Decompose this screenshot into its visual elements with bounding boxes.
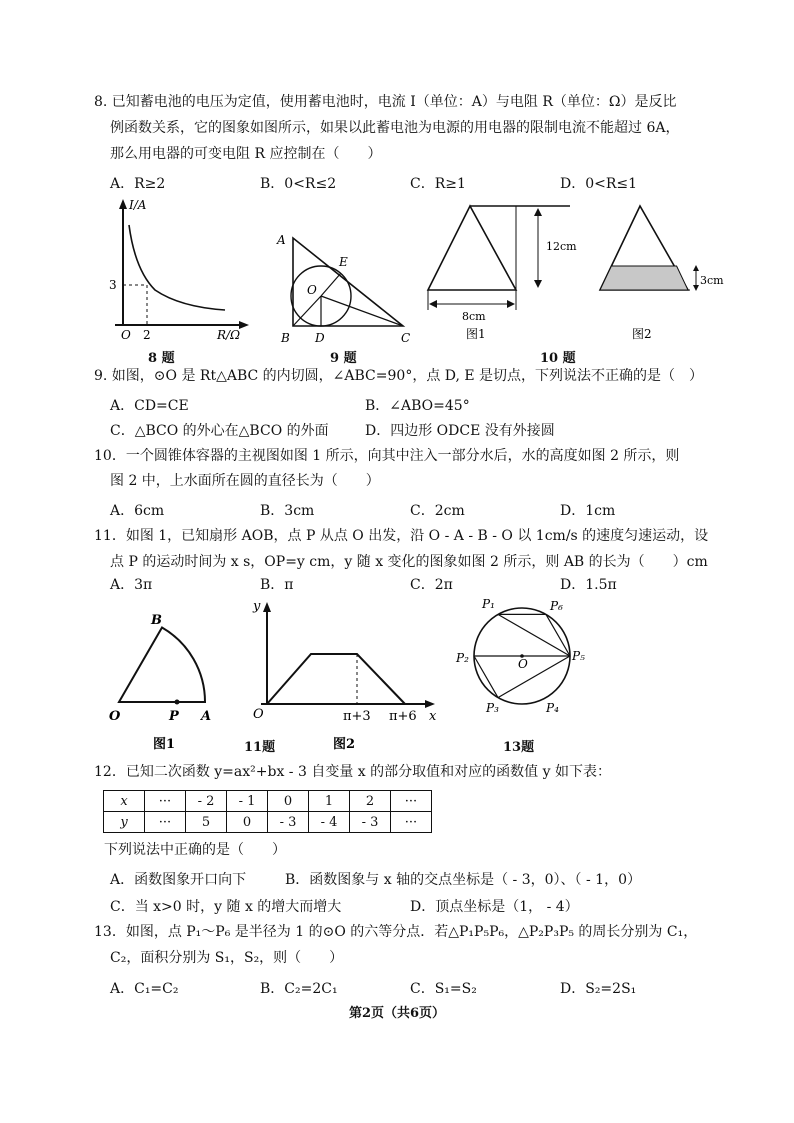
q10-line1: 10．一个圆锥体容器的主视图如图 1 所示，向其中注入一部分水后，水的高度如图 2 所示，则: [94, 448, 680, 464]
q12-option-b: B．函数图象与 x 轴的交点坐标是（ - 3，0）、（ - 1，0）: [285, 872, 641, 888]
fig9-label-d: D: [315, 331, 325, 345]
q10-line2: 图 2 中，上水面所在圆的直径长为（ ）: [110, 473, 380, 489]
table-row: [104, 812, 432, 833]
table-cell: - 3: [350, 812, 391, 833]
fig10-cap1: 图1: [466, 327, 486, 341]
q10-option-c: C．2cm: [410, 503, 465, 519]
q11-line2: 点 P 的运动时间为 x s，OP=y cm，y 随 x 变化的图象如图 2 所示，则 AB 的长为（ ）cm: [110, 554, 708, 570]
table-cell: 2: [350, 791, 391, 812]
q11-option-b: B．π: [260, 577, 294, 593]
fig11-sector: [105, 610, 225, 750]
table-cell: ···: [145, 812, 186, 833]
q10-option-a: A．6cm: [110, 503, 165, 519]
q9-line1: 9. 如图，⊙O 是 Rt△ABC 的内切圆，∠ABC=90°，点 D, E 是切点，下列说法不正确的是（ ）: [94, 368, 704, 384]
table-cell: 0: [227, 812, 268, 833]
fig10-caption: 10 题: [540, 351, 576, 366]
fig13-label-p2: P₂: [456, 651, 469, 665]
fig9-label-e: E: [339, 255, 348, 269]
q8-option-a: A．R≥2: [110, 176, 166, 192]
q11-option-a: A．3π: [110, 577, 153, 593]
q9-option-a: A．CD=CE: [110, 398, 189, 414]
table-cell: - 4: [309, 812, 350, 833]
fig10-water-height: 3cm: [700, 274, 724, 287]
q13-option-d: D．S₂=2S₁: [560, 981, 637, 997]
table-cell: - 3: [268, 812, 309, 833]
table-cell: ···: [391, 812, 432, 833]
fig11-graph: [245, 598, 445, 750]
q13-line1: 13．如图，点 P₁～P₆ 是半径为 1 的⊙O 的六等分点．若△P₁P₅P₆，△P₂P₃P₅ 的周长分别为 C₁，: [94, 924, 698, 940]
fig9-caption: 9 题: [330, 351, 357, 366]
fig10-width: 8cm: [462, 310, 486, 323]
q8-option-b: B．0<R≤2: [260, 176, 337, 192]
fig13-label-p6: P₆: [550, 599, 563, 613]
fig11-label-a: A: [201, 709, 212, 724]
fig9-label-b: B: [281, 331, 290, 345]
fig11-caption: 11题: [244, 740, 276, 755]
q11-option-d: D．1.5π: [560, 577, 617, 593]
q13-option-a: A．C₁=C₂: [110, 981, 179, 997]
q12-line1: 12．已知二次函数 y=ax²+bx - 3 自变量 x 的部分取值和对应的函数值 y 如下表：: [94, 764, 611, 780]
fig9-label-o: O: [307, 283, 317, 297]
fig9-label-a: A: [277, 233, 286, 247]
fig11-cap2: 图2: [333, 737, 356, 752]
q9-option-c: C．△BCO 的外心在△BCO 的外面: [110, 423, 329, 439]
table-cell: ···: [145, 791, 186, 812]
table-cell: ···: [391, 791, 432, 812]
fig11-label-b: B: [151, 613, 162, 628]
fig11-tick-2: π+6: [389, 709, 417, 724]
q8-option-d: D．0<R≤1: [560, 176, 638, 192]
fig11-label-p: P: [169, 709, 179, 724]
fig8-tick-2: 2: [143, 328, 151, 342]
fig10-height: 12cm: [546, 240, 577, 253]
fig11-graph-x: x: [429, 709, 437, 724]
fig11-cap1: 图1: [153, 737, 176, 752]
fig8-origin: O: [121, 328, 131, 342]
table-cell: 5: [186, 812, 227, 833]
fig8-ylabel: I/A: [129, 198, 147, 212]
fig8-caption: 8 题: [148, 351, 175, 366]
fig11-graph-y: y: [253, 599, 261, 614]
q11-line1: 11．如图 1，已知扇形 AOB，点 P 从点 O 出发，沿 O - A - B - O 以 1cm/s 的速度匀速运动，设: [94, 528, 709, 544]
fig9-triangle: [275, 230, 420, 345]
fig13-label-p4: P₄: [546, 701, 559, 715]
q13-line2: C₂，面积分别为 S₁，S₂，则（ ）: [110, 950, 344, 966]
fig13-label-o: O: [518, 657, 528, 671]
fig8-graph: [95, 195, 255, 350]
table-cell: - 2: [186, 791, 227, 812]
fig13-label-p5: P₅: [572, 649, 585, 663]
q13-option-b: B．C₂=2C₁: [260, 981, 338, 997]
page-footer: 第2页（共6页）: [348, 1006, 446, 1021]
fig13-circle: [456, 596, 600, 746]
table-cell: 0: [268, 791, 309, 812]
fig10-cap2: 图2: [632, 327, 652, 341]
q12-line2: 下列说法中正确的是（ ）: [104, 842, 286, 858]
table-cell: 1: [309, 791, 350, 812]
q9-option-d: D．四边形 ODCE 没有外接圆: [365, 423, 555, 439]
table-row: [104, 791, 432, 812]
fig8-tick-3: 3: [109, 278, 117, 292]
q8-option-c: C．R≥1: [410, 176, 466, 192]
q13-option-c: C．S₁=S₂: [410, 981, 477, 997]
q12-option-a: A．函数图象开口向下: [110, 872, 247, 888]
q12-option-d: D．顶点坐标是（1， - 4）: [410, 899, 579, 915]
q8-line3: 那么用电器的可变电阻 R 应控制在（ ）: [110, 146, 382, 162]
q12-table: [103, 790, 432, 833]
fig8-xlabel: R/Ω: [217, 328, 241, 342]
q10-option-d: D．1cm: [560, 503, 616, 519]
fig11-tick-1: π+3: [343, 709, 371, 724]
fig13-label-p3: P₃: [486, 701, 499, 715]
fig13-caption: 13题: [503, 740, 535, 755]
table-cell: - 1: [227, 791, 268, 812]
q8-line1: 8. 已知蓄电池的电压为定值，使用蓄电池时，电流 I（单位：A）与电阻 R（单位：Ω）是反比: [94, 94, 677, 110]
table-cell: y: [104, 812, 145, 833]
fig10-cones: [420, 198, 724, 348]
q8-line2: 例函数关系，它的图象如图所示，如果以此蓄电池为电源的用电器的限制电流不能超过 6A，: [110, 120, 680, 136]
table-cell: x: [104, 791, 145, 812]
fig13-label-p1: P₁: [482, 597, 495, 611]
fig11-label-o: O: [109, 709, 121, 724]
q10-option-b: B．3cm: [260, 503, 315, 519]
fig9-label-c: C: [401, 331, 411, 345]
q12-option-c: C．当 x>0 时，y 随 x 的增大而增大: [110, 899, 342, 915]
fig11-graph-origin: O: [253, 707, 264, 722]
q9-option-b: B．∠ABO=45°: [365, 398, 470, 414]
q11-option-c: C．2π: [410, 577, 453, 593]
